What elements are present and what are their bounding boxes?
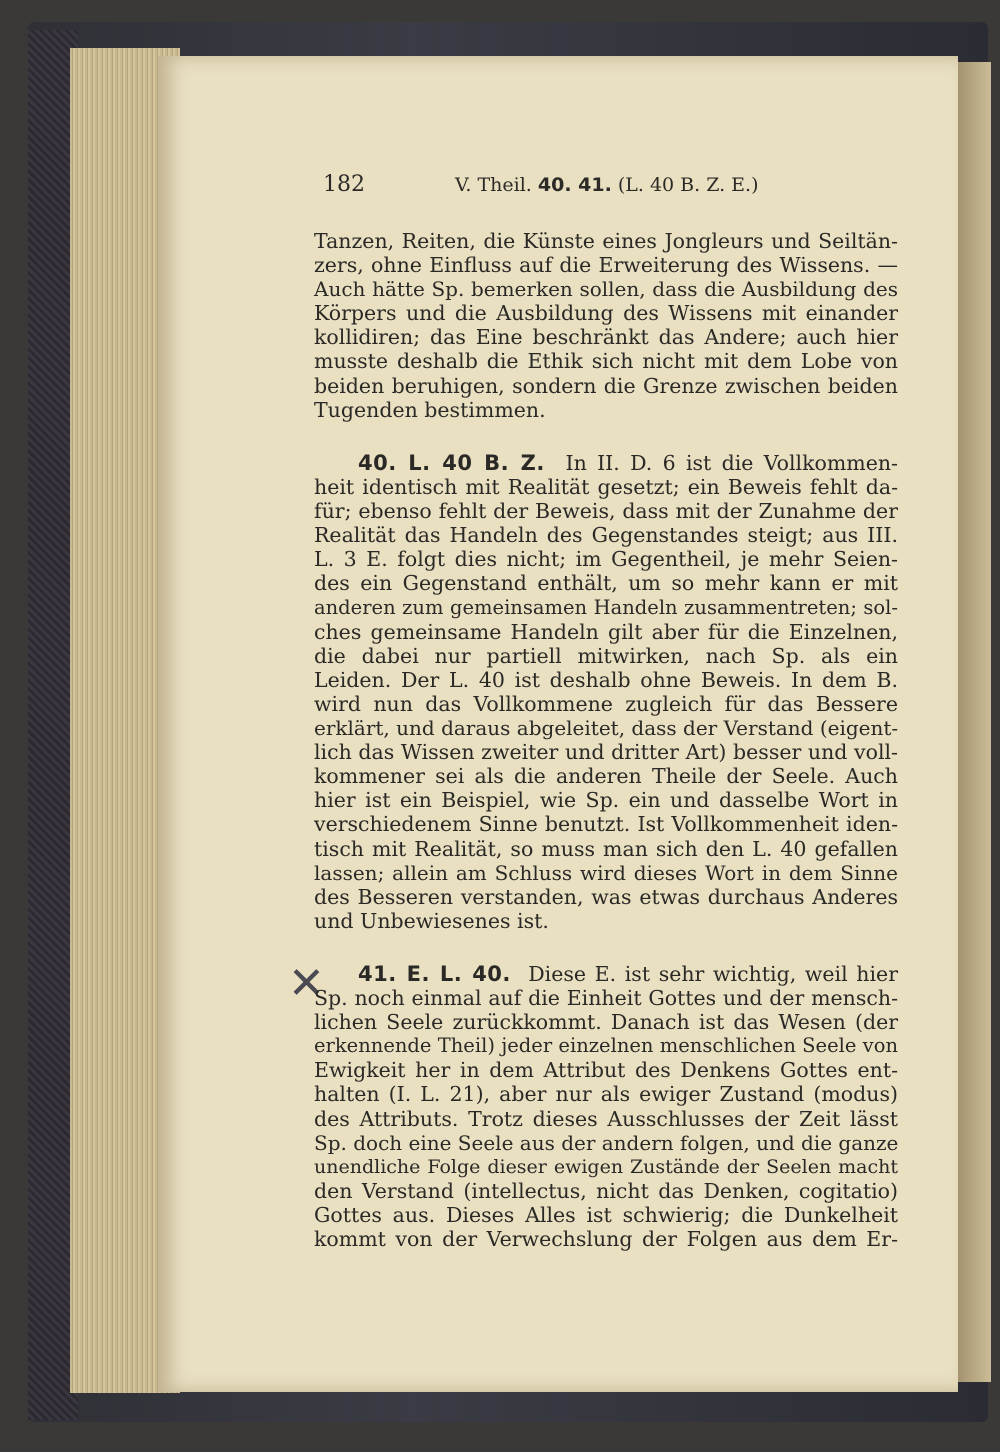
margin-mark: ✕ (288, 958, 325, 1009)
text-line: zers, ohne Einfluss auf die Erweiterung des Wissens. — (314, 253, 898, 278)
text-line: ches gemeinsame Handeln gilt aber für die Einzelnen, (314, 619, 898, 644)
text-line: Leiden. Der L. 40 ist deshalb ohne Beweis. In dem B. (314, 667, 898, 692)
text-line: lich das Wissen zweiter und dritter Art) besser und voll- (314, 740, 898, 765)
text-line: Tugenden bestimmen. (314, 397, 546, 422)
text-line: erkennende Theil) jeder einzelnen menschlichen Seele von (314, 1034, 898, 1058)
running-title-sections: 40. 41. (537, 174, 612, 196)
text-line: L. 3 E. folgt dies nicht; im Gegentheil, je mehr Seien- (314, 547, 898, 572)
text-line: für; ebenso fehlt der Beweis, dass mit der Zunahme der (314, 499, 898, 524)
text-line: halten (I. L. 21), aber nur als ewiger Zustand (modus) (314, 1082, 898, 1107)
text-line: kommener sei als die anderen Theile der Seele. Auch (314, 764, 898, 789)
text-line: wird nun das Vollkommene zugleich für das Bessere (314, 691, 898, 716)
text-line: Tanzen, Reiten, die Künste eines Jongleurs und Seiltän- (314, 229, 898, 253)
text-line: des Besseren verstanden, was etwas durchaus Anderes (314, 884, 898, 909)
page-header (323, 172, 898, 206)
text-line: erklärt, und daraus abgeleitet, dass der Verstand (eigent- (314, 716, 899, 741)
text-line: Ewigkeit her in dem Attribut des Denkens Gottes ent- (314, 1058, 898, 1083)
text-line: des Attributs. Trotz dieses Ausschlusses der Zeit lässt (314, 1106, 898, 1131)
section-heading-40: 40. L. 40 B. Z. (358, 451, 545, 475)
text-line: Körpers und die Ausbildung des Wissens mit einander (314, 301, 898, 326)
text-line: heit identisch mit Realität gesetzt; ein Beweis fehlt da- (314, 475, 898, 500)
text-line: lassen; allein am Schluss wird dieses Wort in dem Sinne (314, 860, 898, 885)
text-line: des ein Gegenstand enthält, um so mehr kann er mit (314, 571, 898, 596)
text-line: musste deshalb die Ethik sich nicht mit dem Lobe von (314, 349, 898, 374)
text-line: Auch hätte Sp. bemerken sollen, dass die Ausbildung des (314, 277, 898, 302)
text-line: hier ist ein Beispiel, wie Sp. ein und dasselbe Wort in (314, 788, 898, 813)
text-line: und Unbewiesenes ist. (314, 908, 549, 933)
running-title (455, 174, 759, 196)
paragraph-1 (314, 229, 898, 422)
section-heading-41: 41. E. L. 40. (358, 962, 511, 986)
text-line: Sp. noch einmal auf die Einheit Gottes und der mensch- (314, 986, 898, 1011)
text-line: den Verstand (intellectus, nicht das Denken, cogitatio) (314, 1178, 898, 1203)
text-line: Diese E. ist sehr wichtig, weil hier (528, 962, 898, 986)
text-line: Sp. doch eine Seele aus der andern folgen, und die ganze (314, 1130, 899, 1155)
text-line: tisch mit Realität, so muss man sich den L. 40 gefallen (314, 836, 898, 861)
section-first-line (314, 451, 898, 475)
text-line: Gottes aus. Dieses Alles ist schwierig; die Dunkelheit (314, 1202, 898, 1227)
text-line: kommt von der Verwechslung der Folgen aus dem Er- (314, 1227, 898, 1252)
running-title-ref: (L. 40 B. Z. E.) (617, 174, 759, 196)
facing-page-edge (955, 62, 991, 1382)
text-line: anderen zum gemeinsamen Handeln zusammentreten; sol- (314, 595, 898, 619)
text-line: kollidiren; das Eine beschränkt das Andere; auch hier (314, 325, 898, 350)
page-number: 182 (323, 172, 365, 197)
text-line: lichen Seele zurückkommt. Danach ist das Wesen (der (314, 1010, 898, 1035)
text-line: unendliche Folge dieser ewigen Zustände der Seelen macht (314, 1155, 898, 1178)
text-line: In II. D. 6 ist die Vollkommen- (565, 451, 898, 475)
text-line: die dabei nur partiell mitwirken, nach Sp. als ein (314, 643, 898, 668)
section-first-line (314, 962, 898, 986)
text-line: Realität das Handeln des Gegenstandes steigt; aus III. (314, 523, 898, 548)
text-line: beiden beruhigen, sondern die Grenze zwischen beiden (314, 373, 898, 398)
text-line: verschiedenem Sinne benutzt. Ist Vollkommenheit iden- (314, 812, 898, 837)
running-title-part: V. Theil. (455, 174, 532, 196)
paragraph-2 (314, 451, 898, 933)
paragraph-3 (314, 962, 898, 1251)
